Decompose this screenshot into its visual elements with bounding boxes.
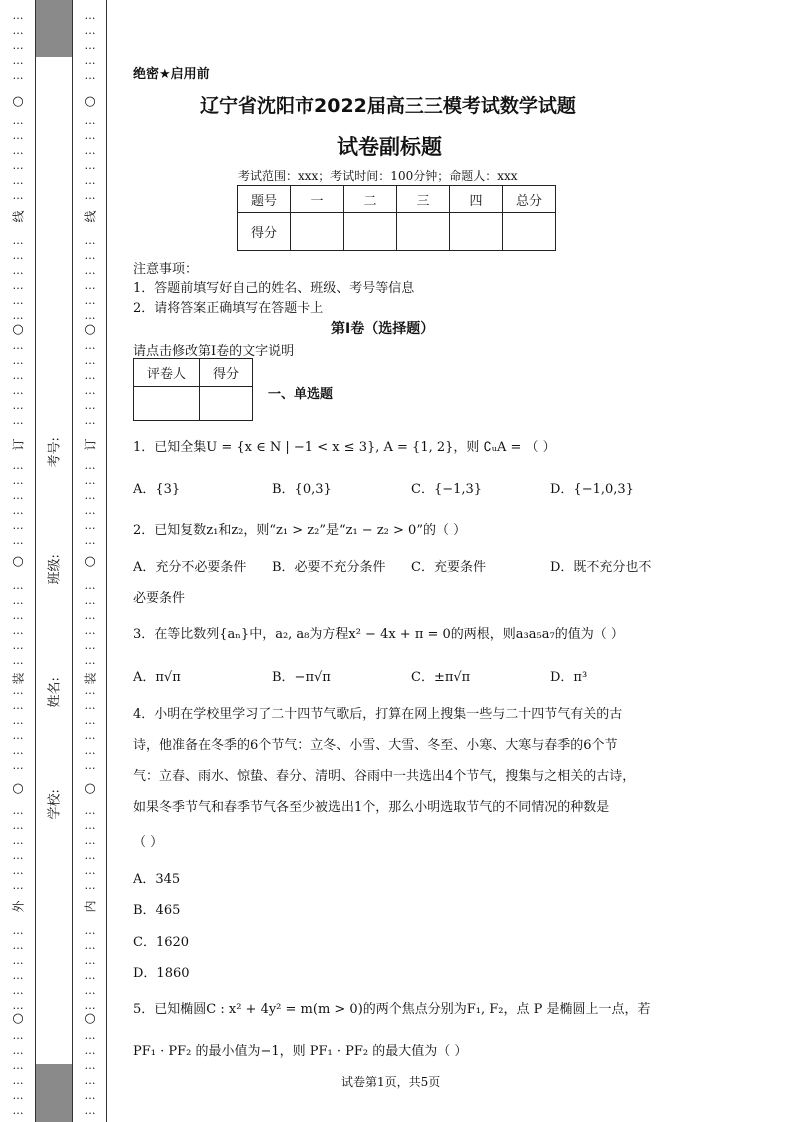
margin-dots: …: [12, 294, 24, 307]
margin-dots: …: [84, 249, 96, 262]
score-header: 三: [397, 186, 450, 213]
margin-dots: …: [12, 654, 24, 667]
field-banji[interactable]: 班级:: [47, 554, 63, 585]
score-cell[interactable]: [344, 213, 397, 251]
margin-dots: …: [84, 1074, 96, 1087]
margin-dots: …: [84, 804, 96, 817]
margin-dots: …: [12, 609, 24, 622]
score-cell[interactable]: [450, 213, 503, 251]
margin-circle: ○: [84, 1011, 96, 1026]
margin-dots: …: [12, 309, 24, 322]
q4-line: 4．小明在学校里学习了二十四节气歌后，打算在网上搜集一些与二十四节气有关的古: [133, 707, 623, 722]
q2-stem: 2．已知复数z₁和z₂，则“z₁ > z₂”是“z₁ − z₂ > 0”的（ ）: [133, 523, 467, 538]
inner-char-nei: 内: [83, 900, 98, 913]
exam-title: 辽宁省沈阳市2022届高三三模考试数学试题: [200, 95, 576, 117]
margin-dots: …: [84, 354, 96, 367]
q3-option-a[interactable]: A．π√π: [133, 670, 181, 685]
q4-option-a[interactable]: A．345: [133, 872, 181, 887]
margin-line-2: [72, 0, 73, 1122]
margin-gray-bottom: [35, 1064, 72, 1122]
margin-dots: …: [12, 384, 24, 397]
margin-dots: …: [12, 249, 24, 262]
margin-dots: …: [84, 264, 96, 277]
margin-dots: …: [12, 579, 24, 592]
margin-dots: …: [84, 1059, 96, 1072]
eval-header: 得分: [200, 359, 253, 387]
margin-line-1: [35, 0, 36, 1122]
margin-dots: …: [84, 39, 96, 52]
page-footer: 试卷第1页，共5页: [341, 1075, 441, 1089]
margin-dots: …: [84, 1029, 96, 1042]
q4-line: 诗，他准备在冬季的6个节气：立冬、小雪、大雪、冬至、小寒、大寒与春季的6个节: [133, 738, 618, 753]
margin-dots: …: [84, 624, 96, 637]
margin-dots: …: [12, 24, 24, 37]
margin-dots: …: [12, 369, 24, 382]
margin-dots: …: [12, 639, 24, 652]
margin-dots: …: [12, 714, 24, 727]
margin-dots: …: [12, 189, 24, 202]
margin-dots: …: [84, 69, 96, 82]
q2-option-c[interactable]: C．充要条件: [411, 560, 486, 575]
margin-dots: …: [12, 1044, 24, 1057]
margin-dots: …: [12, 414, 24, 427]
outer-char-wai: 外: [11, 900, 26, 913]
outer-char-xian: 线: [11, 210, 26, 223]
margin-dots: …: [12, 159, 24, 172]
exam-subtitle: 试卷副标题: [337, 135, 442, 159]
score-cell[interactable]: [397, 213, 450, 251]
section-desc: 请点击修改第I卷的文字说明: [133, 344, 295, 359]
q3-stem: 3．在等比数列{aₙ}中，a₂, a₈为方程x² − 4x + π = 0的两根，则a₃a₅a₇的值为（ ）: [133, 627, 624, 642]
margin-dots: …: [84, 594, 96, 607]
margin-dots: …: [12, 849, 24, 862]
margin-dots: …: [12, 279, 24, 292]
eval-cell[interactable]: [200, 387, 253, 421]
margin-circle: ○: [12, 94, 24, 109]
margin-dots: …: [12, 114, 24, 127]
margin-dots: …: [12, 744, 24, 757]
margin-dots: …: [84, 534, 96, 547]
margin-dots: …: [12, 399, 24, 412]
q2-option-d-cont: 必要条件: [133, 591, 186, 606]
margin-circle: ○: [84, 554, 96, 569]
margin-dots: …: [84, 879, 96, 892]
secret-label: 绝密★启用前: [133, 67, 210, 82]
margin-dots: …: [12, 759, 24, 772]
margin-dots: …: [12, 984, 24, 997]
margin-dots: …: [84, 819, 96, 832]
margin-dots: …: [84, 714, 96, 727]
margin-circle: ○: [12, 781, 24, 796]
margin-dots: …: [12, 939, 24, 952]
margin-dots: …: [84, 609, 96, 622]
margin-gray-top: [35, 0, 72, 57]
q4-line: （ ）: [133, 835, 164, 850]
margin-dots: …: [84, 339, 96, 352]
eval-header: 评卷人: [134, 359, 200, 387]
margin-dots: …: [12, 144, 24, 157]
margin-dots: …: [84, 834, 96, 847]
margin-dots: …: [12, 1089, 24, 1102]
margin-dots: …: [12, 699, 24, 712]
margin-dots: …: [84, 954, 96, 967]
margin-dots: …: [84, 234, 96, 247]
margin-dots: …: [84, 309, 96, 322]
margin-dots: …: [84, 459, 96, 472]
margin-dots: …: [84, 639, 96, 652]
margin-dots: …: [12, 819, 24, 832]
margin-dots: …: [12, 954, 24, 967]
eval-cell[interactable]: [134, 387, 200, 421]
binding-margin: [0, 0, 110, 1122]
inner-char-xian: 线: [83, 210, 98, 223]
margin-dots: …: [12, 864, 24, 877]
margin-dots: …: [12, 69, 24, 82]
score-header: 四: [450, 186, 503, 213]
margin-dots: …: [12, 234, 24, 247]
margin-circle: ○: [12, 1011, 24, 1026]
part-title: 一、单选题: [268, 387, 334, 402]
field-kaohao[interactable]: 考号:: [47, 437, 63, 468]
margin-dots: …: [84, 54, 96, 67]
margin-dots: …: [84, 519, 96, 532]
outer-char-ding: 订: [11, 438, 26, 451]
margin-dots: …: [84, 294, 96, 307]
q1-option-b[interactable]: B．{0,3}: [272, 482, 332, 497]
margin-dots: …: [84, 999, 96, 1012]
margin-dots: …: [12, 339, 24, 352]
q2-option-b[interactable]: B．必要不充分条件: [272, 560, 386, 575]
margin-dots: …: [84, 174, 96, 187]
q4-option-b[interactable]: B．465: [133, 903, 181, 918]
margin-dots: …: [84, 849, 96, 862]
margin-dots: …: [84, 129, 96, 142]
margin-dots: …: [12, 459, 24, 472]
margin-dots: …: [84, 399, 96, 412]
margin-dots: …: [84, 1044, 96, 1057]
margin-dots: …: [84, 414, 96, 427]
field-xuexiao[interactable]: 学校:: [47, 789, 63, 820]
inner-char-ding: 订: [83, 438, 98, 451]
q3-option-d[interactable]: D．π³: [550, 670, 588, 685]
margin-circle: ○: [84, 781, 96, 796]
margin-dots: …: [12, 129, 24, 142]
margin-dots: …: [84, 9, 96, 22]
margin-dots: …: [12, 1104, 24, 1117]
margin-dots: …: [12, 624, 24, 637]
margin-dots: …: [84, 279, 96, 292]
margin-dots: …: [84, 684, 96, 697]
margin-dots: …: [84, 144, 96, 157]
score-row-label: 得分: [238, 213, 291, 251]
margin-dots: …: [12, 174, 24, 187]
margin-dots: …: [12, 924, 24, 937]
margin-dots: …: [84, 969, 96, 982]
margin-dots: …: [84, 729, 96, 742]
q5-line1: 5．已知椭圆C : x² + 4y² = m(m > 0)的两个焦点分别为F₁, F₂，点 P 是椭圆上一点，若: [133, 1002, 651, 1017]
margin-circle: ○: [12, 554, 24, 569]
margin-dots: …: [84, 489, 96, 502]
margin-circle: ○: [84, 94, 96, 109]
score-header: 题号: [238, 186, 291, 213]
margin-dots: …: [12, 474, 24, 487]
score-cell[interactable]: [503, 213, 556, 251]
q2-option-a[interactable]: A．充分不必要条件: [133, 560, 247, 575]
margin-dots: …: [12, 39, 24, 52]
notice-title: 注意事项：: [133, 262, 199, 277]
outer-char-zhuang: 装: [11, 672, 26, 685]
margin-dots: …: [84, 759, 96, 772]
margin-circle: ○: [84, 322, 96, 337]
margin-dots: …: [84, 939, 96, 952]
q1-option-d[interactable]: D．{−1,0,3}: [550, 482, 634, 497]
q4-option-c[interactable]: C．1620: [133, 935, 190, 950]
margin-dots: …: [84, 504, 96, 517]
margin-circle: ○: [12, 322, 24, 337]
margin-dots: …: [84, 24, 96, 37]
margin-dots: …: [84, 114, 96, 127]
margin-dots: …: [12, 834, 24, 847]
exam-info: 考试范围：xxx；考试时间：100分钟；命题人：xxx: [238, 169, 518, 183]
notice-item: 2．请将答案正确填写在答题卡上: [133, 301, 324, 316]
q1-option-a[interactable]: A．{3}: [133, 482, 181, 497]
margin-dots: …: [12, 504, 24, 517]
margin-dots: …: [84, 474, 96, 487]
margin-dots: …: [12, 354, 24, 367]
margin-dots: …: [84, 984, 96, 997]
notice-item: 1．答题前填写好自己的姓名、班级、考号等信息: [133, 281, 415, 296]
margin-dots: …: [84, 1104, 96, 1117]
margin-dots: …: [12, 729, 24, 742]
margin-dots: …: [84, 384, 96, 397]
margin-dots: …: [12, 519, 24, 532]
margin-dots: …: [12, 264, 24, 277]
q1-option-c[interactable]: C．{−1,3}: [411, 482, 483, 497]
q3-option-c[interactable]: C．±π√π: [411, 670, 471, 685]
margin-dots: …: [12, 9, 24, 22]
margin-dots: …: [84, 924, 96, 937]
q4-option-d[interactable]: D．1860: [133, 966, 190, 981]
margin-dots: …: [12, 534, 24, 547]
margin-dots: …: [12, 879, 24, 892]
section-title: 第I卷（选择题）: [331, 321, 435, 337]
margin-dots: …: [84, 744, 96, 757]
score-header: 二: [344, 186, 397, 213]
q4-line: 气：立春、雨水、惊蛰、春分、清明、谷雨中一共选出4个节气，搜集与之相关的古诗，: [133, 769, 636, 784]
margin-dots: …: [84, 369, 96, 382]
score-header: 一: [291, 186, 344, 213]
margin-dots: …: [12, 1074, 24, 1087]
margin-dots: …: [84, 159, 96, 172]
margin-dots: …: [84, 699, 96, 712]
q2-option-d[interactable]: D．既不充分也不: [550, 560, 652, 575]
margin-dots: …: [12, 489, 24, 502]
q1-stem: 1．已知全集U = {x ∈ N | −1 < x ≤ 3}, A = {1, 2}，则 ∁ᵤA = （ ）: [133, 440, 556, 455]
margin-dots: …: [12, 54, 24, 67]
margin-dots: …: [84, 654, 96, 667]
score-cell[interactable]: [291, 213, 344, 251]
score-table: [237, 185, 556, 251]
q5-line2: PF₁ · PF₂ 的最小值为−1，则 PF₁ · PF₂ 的最大值为（ ）: [133, 1044, 468, 1059]
margin-dots: …: [12, 1029, 24, 1042]
score-header: 总分: [503, 186, 556, 213]
margin-dots: …: [84, 1089, 96, 1102]
margin-dots: …: [84, 189, 96, 202]
margin-dots: …: [12, 999, 24, 1012]
field-xingming[interactable]: 姓名:: [47, 677, 63, 708]
eval-table: [133, 358, 253, 421]
margin-line-3: [106, 0, 107, 1122]
margin-dots: …: [12, 684, 24, 697]
margin-dots: …: [84, 864, 96, 877]
margin-dots: …: [84, 579, 96, 592]
margin-dots: …: [12, 804, 24, 817]
q3-option-b[interactable]: B．−π√π: [272, 670, 331, 685]
q4-line: 如果冬季节气和春季节气各至少被选出1个，那么小明选取节气的不同情况的种数是: [133, 800, 610, 815]
margin-dots: …: [12, 1059, 24, 1072]
inner-char-zhuang: 装: [83, 672, 98, 685]
margin-dots: …: [12, 969, 24, 982]
margin-dots: …: [12, 594, 24, 607]
